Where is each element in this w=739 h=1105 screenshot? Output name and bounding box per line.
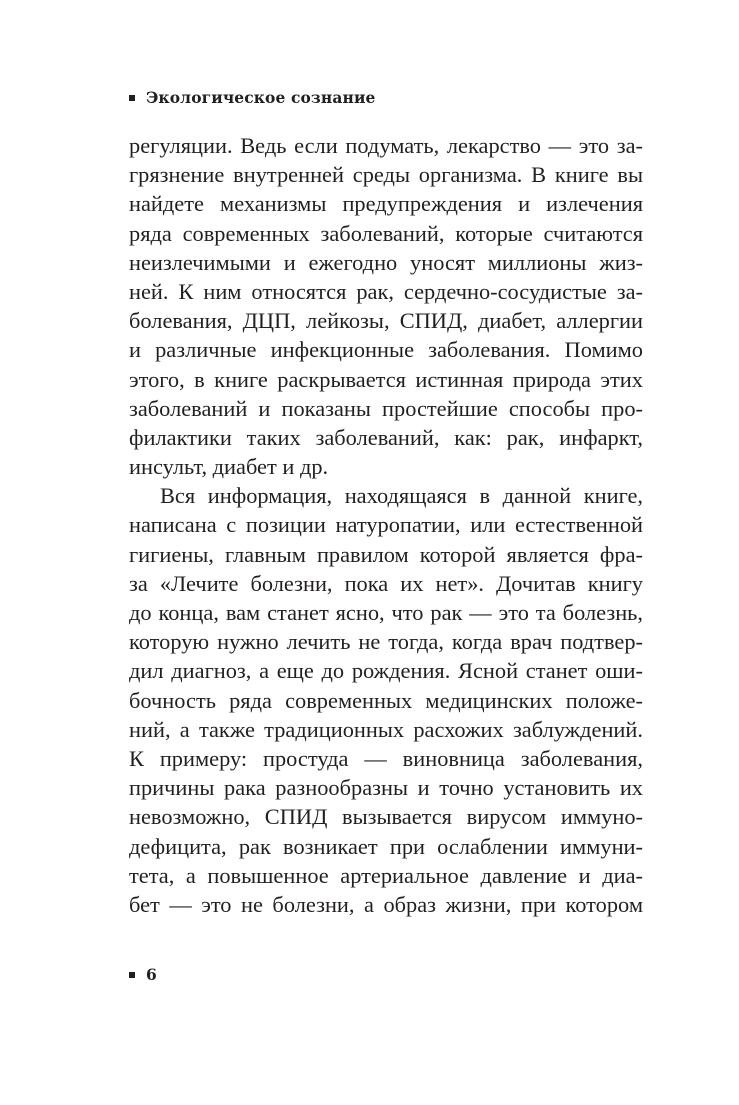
- footer-bullet-icon: [129, 972, 135, 978]
- text-line: неизлечимыми и ежегодно уносят миллионы жиз-: [129, 249, 643, 275]
- text-line: заболеваний и показаны простейшие способы про-: [129, 395, 643, 421]
- text-line: причины рака разнообразны и точно установить их: [129, 775, 643, 801]
- text-line: болевания, ДЦП, лейкозы, СПИД, диабет, аллергии: [129, 308, 643, 334]
- text-line: филактики таких заболеваний, как: рак, инфаркт,: [129, 424, 643, 450]
- text-line: за «Лечите болезни, пока их нет». Дочитав книгу: [129, 570, 643, 596]
- body-text: [129, 131, 643, 919]
- text-line: невозможно, СПИД вызывается вирусом иммуно-: [129, 804, 643, 830]
- text-line: инсульт, диабет и др.: [129, 454, 329, 480]
- text-line: которую нужно лечить не тогда, когда врач подтвер-: [129, 629, 643, 655]
- text-line: дефицита, рак возникает при ослаблении иммуни-: [129, 833, 643, 859]
- text-line: грязнение внутренней среды организма. В книге вы: [129, 162, 643, 188]
- text-line: бет — это не болезни, а образ жизни, при котором: [129, 891, 643, 917]
- text-line: ней. К ним относятся рак, сердечно-сосудистые за-: [129, 278, 643, 304]
- text-line: до конца, вам станет ясно, что рак — это та болезнь,: [129, 600, 643, 625]
- text-line: регуляции. Ведь если подумать, лекарство — это за-: [129, 133, 643, 158]
- text-line: и различные инфекционные заболевания. Помимо: [129, 337, 643, 363]
- text-line: найдете механизмы предупреждения и излечения: [129, 191, 643, 217]
- running-title: Экологическое сознание: [146, 88, 376, 107]
- paragraph: [129, 481, 643, 919]
- text-line: этого, в книге раскрывается истинная природа этих: [129, 366, 643, 392]
- text-line: Вся информация, находящаяся в данной книге,: [160, 483, 643, 509]
- page-number: 6: [146, 965, 157, 984]
- paragraph: [129, 131, 643, 481]
- text-line: бочность ряда современных медицинских положе-: [129, 687, 643, 713]
- text-line: дил диагноз, а еще до рождения. Ясной станет оши-: [129, 658, 643, 684]
- text-line: гигиены, главным правилом которой является фра-: [129, 541, 643, 567]
- page-footer: [129, 965, 157, 984]
- text-line: К примеру: простуда — виновница заболевания,: [129, 745, 643, 771]
- header-bullet-icon: [129, 95, 135, 101]
- running-header: [129, 88, 376, 107]
- text-line: ний, а также традиционных расхожих заблуждений.: [129, 716, 643, 742]
- text-line: тета, а повышенное артериальное давление и диа-: [129, 862, 643, 888]
- text-line: написана с позиции натуропатии, или естественной: [129, 512, 643, 538]
- text-line: ряда современных заболеваний, которые считаются: [129, 220, 643, 246]
